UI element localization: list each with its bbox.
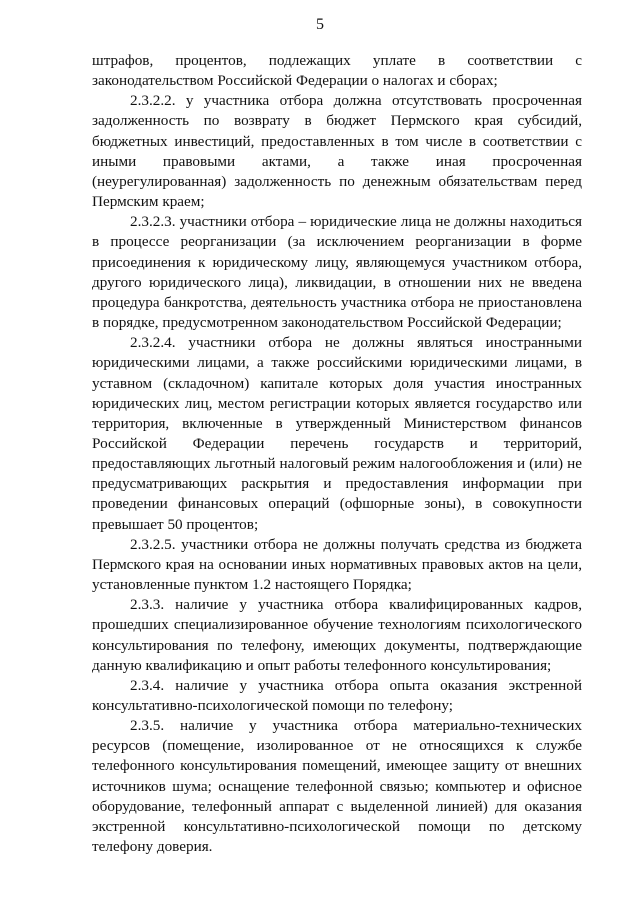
paragraph: 2.3.2.4. участники отбора не должны являться иностранными юридическими лицами, а также российскими юридическими лицами, в уставном (складочном) капитале которых доля участия иностранных юридических лиц, местом регистрации которых является государство или территория, включенные в утвержденный Министерством финансов Российской Федерации перечень государств и территорий, предоставляющих льготный налоговый режим налогообложения и (или) не предусматривающих раскрытия и предоставления информации при проведении финансовых операций (офшорные зоны), в совокупности превышает 50 процентов;	[92, 334, 582, 533]
paragraph: штрафов, процентов, подлежащих уплате в соответствии с законодательством Российской Федерации о налогах и сборах;	[92, 52, 582, 90]
document-body	[92, 51, 582, 857]
paragraph: 2.3.5. наличие у участника отбора материально-технических ресурсов (помещение, изолированное от не относящихся к службе телефонного консультирования помещений, имеющее защиту от внешних источников шума; оснащение телефонной связью; компьютер и офисное оборудование, телефонный аппарат с выделенной линией) для оказания экстренной консультативно-психологической помощи по детскому телефону доверия.	[92, 717, 582, 856]
page-number: 5	[316, 16, 324, 33]
paragraph: 2.3.2.5. участники отбора не должны получать средства из бюджета Пермского края на основании иных нормативных правовых актов на цели, установленные пунктом 1.2 настоящего Порядка;	[92, 535, 582, 594]
paragraph: 2.3.3. наличие у участника отбора квалифицированных кадров, прошедших специализированное обучение технологиям психологического консультирования по телефону, имеющих документы, подтверждающие данную квалификацию и опыт работы телефонного консультирования;	[92, 596, 582, 674]
paragraph: 2.3.4. наличие у участника отбора опыта оказания экстренной консультативно-психологической помощи по телефону;	[92, 676, 582, 714]
paragraph: 2.3.2.2. у участника отбора должна отсутствовать просроченная задолженность по возврату в бюджет Пермского края субсидий, бюджетных инвестиций, предоставленных в том числе в соответствии с иными правовыми актами, а также иная просроченная (неурегулированная) задолженность по денежным обязательствам перед Пермским краем;	[92, 92, 582, 211]
paragraph: 2.3.2.3. участники отбора – юридические лица не должны находиться в процессе реорганизации (за исключением реорганизации в форме присоединения к юридическому лицу, являющемуся участником отбора, другого юридического лица), ликвидации, в отношении них не введена процедура банкротства, деятельность участника отбора не приостановлена в порядке, предусмотренном законодательством Российской Федерации;	[92, 213, 582, 332]
